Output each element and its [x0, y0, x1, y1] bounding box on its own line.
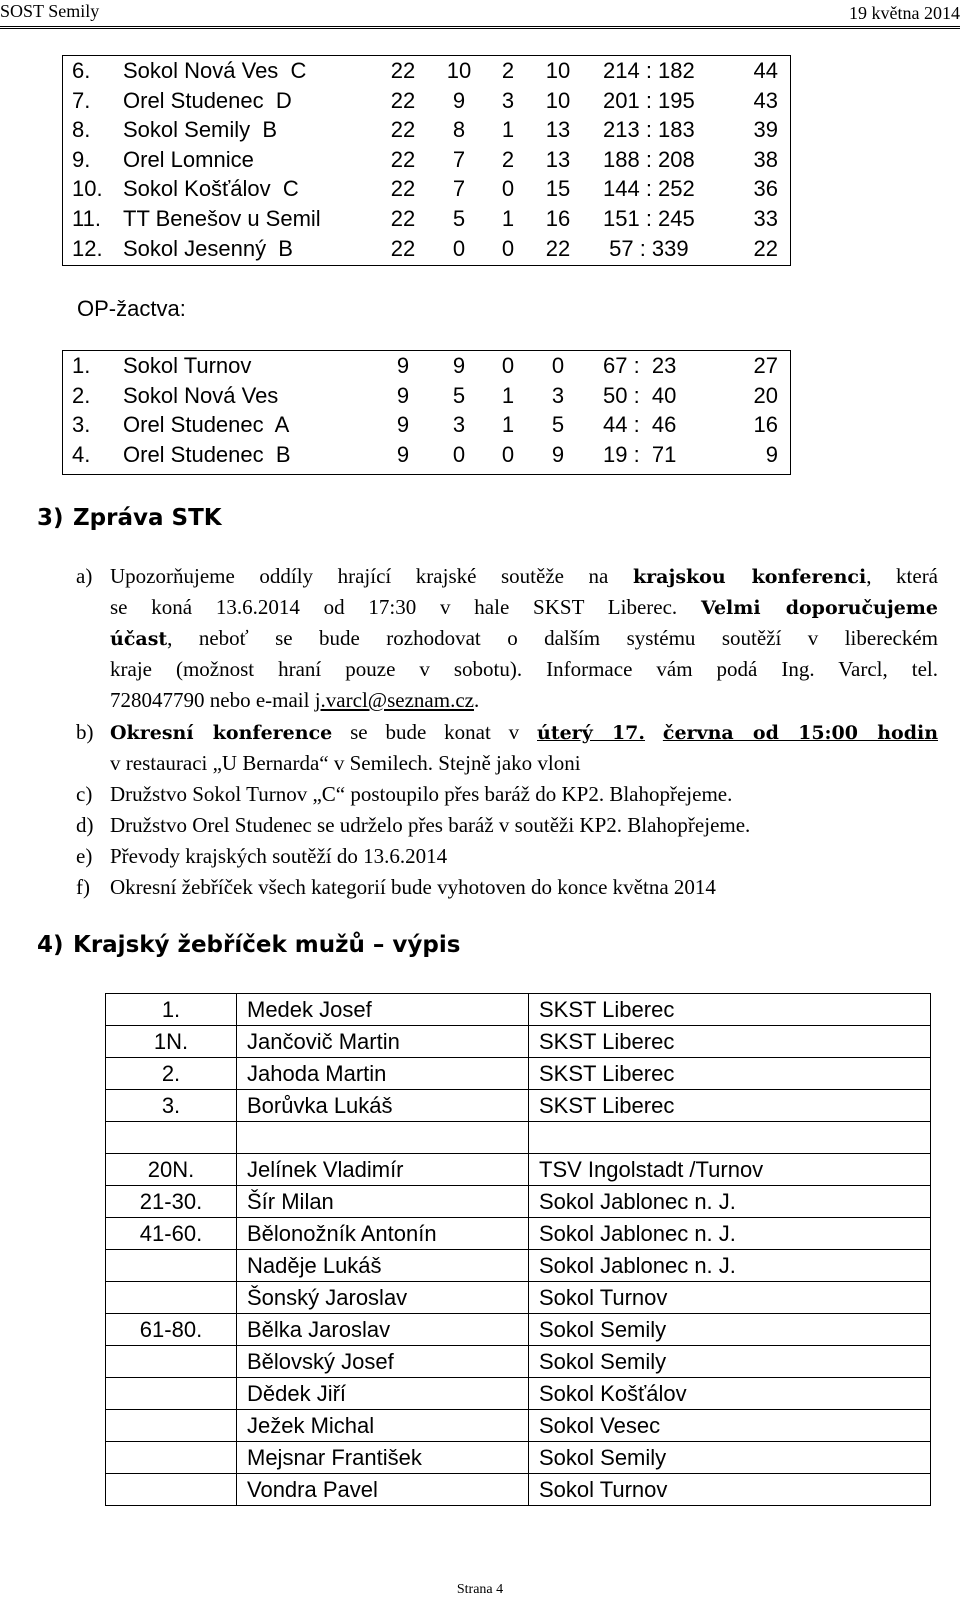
cell-score: 50 : 40: [603, 382, 677, 408]
cell-wins: 7: [452, 176, 466, 202]
cell-losses: 13: [545, 146, 571, 172]
table-row: [106, 1282, 931, 1314]
cell-team: Sokol Semily B: [123, 117, 278, 143]
cell-points: 38: [753, 146, 778, 172]
op-zactva-title: OP-žactva:: [77, 296, 186, 321]
league-table-top: [62, 55, 791, 266]
table-row: [106, 1442, 931, 1474]
cell-wins: 5: [452, 206, 466, 231]
cell-rank: [106, 1282, 237, 1314]
cell-rank: 1.: [72, 353, 91, 378]
cell-club: SKST Liberec: [529, 1026, 931, 1058]
table-row: [63, 440, 790, 470]
cell-player: Bělonožník Antonín: [237, 1218, 529, 1250]
cell-played: 9: [396, 412, 410, 438]
cell-rank: 11.: [72, 206, 101, 231]
cell-team: Sokol Nová Ves: [123, 382, 279, 408]
cell-losses: 10: [545, 58, 571, 83]
cell-losses: 22: [545, 235, 571, 261]
item-e-text: Převody krajských soutěží do 13.6.2014: [110, 844, 448, 868]
cell-played: 22: [390, 117, 416, 143]
cell-score: 19 : 71: [603, 441, 677, 467]
cell-player: Jančovič Martin: [237, 1026, 529, 1058]
cell-rank: [106, 1442, 237, 1474]
cell-points: 36: [753, 176, 778, 202]
table-row: [106, 1378, 931, 1410]
cell-player: Vondra Pavel: [237, 1474, 529, 1506]
cell-rank: 7.: [72, 87, 91, 113]
header-date: 19 května 2014: [849, 3, 960, 23]
table-row: [106, 1122, 931, 1154]
table-row: [63, 174, 790, 204]
cell-score: 151 : 245: [603, 206, 695, 231]
cell-draws: 0: [501, 441, 515, 467]
cell-club: Sokol Vesec: [529, 1410, 931, 1442]
cell-score: 213 : 183: [603, 117, 695, 143]
header-org: SOST Semily: [0, 1, 100, 21]
cell-draws: 2: [501, 146, 515, 172]
table-row: [106, 1314, 931, 1346]
cell-rank: [106, 1122, 237, 1154]
cell-rank: 21-30.: [106, 1186, 237, 1218]
table-row: [63, 115, 790, 145]
item-a-line-2: se koná 13.6.2014 od 17:30 v hale SKST Liberec. Velmi doporučujeme: [110, 595, 938, 619]
table-row: [106, 1026, 931, 1058]
cell-club: Sokol Jablonec n. J.: [529, 1250, 931, 1282]
cell-rank: [106, 1474, 237, 1506]
cell-rank: [106, 1378, 237, 1410]
cell-rank: 2.: [106, 1058, 237, 1090]
cell-rank: 20N.: [106, 1154, 237, 1186]
cell-wins: 10: [446, 58, 472, 83]
table-row: [106, 1090, 931, 1122]
cell-team: Orel Studenec D: [123, 87, 292, 113]
cell-club: Sokol Semily: [529, 1442, 931, 1474]
item-label: d): [76, 813, 94, 837]
cell-losses: 5: [551, 412, 565, 438]
table-row: [106, 1346, 931, 1378]
cell-wins: 5: [452, 382, 466, 408]
cell-player: Medek Josef: [237, 994, 529, 1026]
cell-played: 22: [390, 176, 416, 202]
cell-losses: 0: [551, 353, 565, 378]
table-row: [63, 351, 790, 381]
table-row: [106, 1250, 931, 1282]
cell-rank: 3.: [106, 1090, 237, 1122]
item-a-line-4: kraje (možnost hraní pouze v sobotu). Informace vám podá Ing. Varcl, tel.: [110, 657, 938, 681]
cell-rank: [106, 1346, 237, 1378]
cell-player: Ježek Michal: [237, 1410, 529, 1442]
cell-team: Orel Lomnice: [123, 146, 254, 172]
cell-wins: 7: [452, 146, 466, 172]
cell-played: 9: [396, 441, 410, 467]
bold-cervna: června od 15:00 hodin: [662, 722, 939, 744]
table-row: [106, 1186, 931, 1218]
page-number: Strana 4: [456, 1582, 504, 1597]
item-label: e): [76, 844, 93, 868]
table-row: [63, 56, 790, 86]
cell-played: 22: [390, 58, 416, 83]
cell-played: 22: [390, 146, 416, 172]
cell-club: SKST Liberec: [529, 994, 931, 1026]
item-d-text: Družstvo Orel Studenec se udrželo přes baráž v soutěži KP2. Blahopřejeme.: [110, 813, 751, 837]
item-c-text: Družstvo Sokol Turnov „C“ postoupilo přes baráž do KP2. Blahopřejeme.: [110, 782, 733, 806]
cell-player: Šonský Jaroslav: [237, 1282, 529, 1314]
item-label: a): [76, 564, 93, 588]
league-table-op: [62, 350, 791, 475]
cell-draws: 2: [501, 58, 515, 83]
cell-losses: 9: [551, 441, 565, 467]
cell-rank: 3.: [72, 412, 91, 438]
cell-points: 22: [753, 235, 778, 261]
item-a-line-3: účast, neboť se bude rozhodovat o dalším systému soutěží v libereckém: [110, 626, 938, 650]
cell-wins: 8: [452, 117, 466, 143]
cell-score: 188 : 208: [603, 146, 695, 172]
cell-points: 43: [753, 87, 778, 113]
cell-rank: 41-60.: [106, 1218, 237, 1250]
bold-utery: úterý 17.: [537, 722, 646, 744]
cell-player: Bělovský Josef: [237, 1346, 529, 1378]
item-a-line-5: 728047790 nebo e-mail j.varcl@seznam.cz.: [110, 688, 480, 712]
cell-club: SKST Liberec: [529, 1090, 931, 1122]
cell-club: TSV Ingolstadt /Turnov: [529, 1154, 931, 1186]
cell-draws: 3: [501, 87, 515, 113]
cell-club: Sokol Turnov: [529, 1282, 931, 1314]
cell-score: 214 : 182: [603, 58, 695, 83]
cell-player: Jahoda Martin: [237, 1058, 529, 1090]
cell-team: Sokol Jesenný B: [123, 235, 293, 261]
cell-rank: 9.: [72, 146, 91, 172]
cell-points: 9: [765, 441, 778, 467]
item-f-text: Okresní žebříček všech kategorií bude vyhotoven do konce května 2014: [110, 875, 716, 899]
cell-played: 22: [390, 87, 416, 113]
table-row: [63, 381, 790, 411]
cell-rank: 4.: [72, 441, 91, 467]
cell-points: 44: [753, 58, 778, 83]
cell-losses: 15: [545, 176, 571, 202]
ranking-table: [105, 993, 931, 1506]
cell-points: 16: [753, 412, 778, 438]
page-header: [0, 0, 960, 30]
cell-club: Sokol Turnov: [529, 1474, 931, 1506]
table-row: [63, 86, 790, 116]
cell-player: [237, 1122, 529, 1154]
cell-losses: 10: [545, 87, 571, 113]
bold-okresni-konference: Okresní konference: [110, 722, 333, 744]
item-label: c): [76, 782, 93, 806]
cell-team: Sokol Nová Ves C: [123, 58, 307, 83]
cell-played: 9: [396, 353, 410, 378]
cell-rank: 61-80.: [106, 1314, 237, 1346]
table-row: [106, 994, 931, 1026]
cell-rank: 12.: [72, 235, 103, 261]
header-rule: [0, 26, 960, 27]
cell-rank: 1N.: [106, 1026, 237, 1058]
cell-team: Orel Studenec A: [123, 412, 290, 438]
cell-score: 201 : 195: [603, 87, 695, 113]
cell-points: 33: [753, 206, 778, 231]
cell-rank: 2.: [72, 382, 91, 408]
cell-played: 9: [396, 382, 410, 408]
cell-rank: 6.: [72, 58, 91, 83]
cell-score: 67 : 23: [603, 353, 677, 378]
cell-losses: 13: [545, 117, 571, 143]
cell-team: Orel Studenec B: [123, 441, 291, 467]
cell-team: TT Benešov u Semil: [123, 206, 321, 231]
item-a-line-1: Upozorňujeme oddíly hrající krajské soutěže na krajskou konferenci, která: [110, 564, 939, 588]
cell-club: Sokol Semily: [529, 1346, 931, 1378]
cell-wins: 9: [452, 87, 466, 113]
cell-player: Mejsnar František: [237, 1442, 529, 1474]
cell-played: 22: [390, 235, 416, 261]
cell-losses: 3: [551, 382, 565, 408]
cell-club: Sokol Košťálov: [529, 1378, 931, 1410]
section-4-title: Krajský žebříček mužů – výpis: [73, 932, 461, 958]
cell-score: 57 : 339: [603, 235, 689, 261]
cell-club: SKST Liberec: [529, 1058, 931, 1090]
section-3-number: 3): [37, 505, 64, 531]
cell-draws: 1: [501, 117, 515, 143]
table-row: [106, 1474, 931, 1506]
cell-team: Sokol Košťálov C: [123, 176, 299, 202]
cell-rank: 10.: [72, 176, 103, 202]
cell-draws: 1: [501, 412, 515, 438]
cell-wins: 0: [452, 235, 466, 261]
section-3-title: Zpráva STK: [73, 505, 222, 531]
cell-rank: [106, 1410, 237, 1442]
cell-draws: 0: [501, 235, 515, 261]
item-b-line-2: v restauraci „U Bernarda“ v Semilech. Stejně jako vloni: [110, 751, 581, 775]
cell-player: Šír Milan: [237, 1186, 529, 1218]
cell-wins: 0: [452, 441, 466, 467]
cell-wins: 3: [452, 412, 466, 438]
item-label: f): [76, 875, 90, 899]
table-row: [63, 145, 790, 175]
cell-player: Dědek Jiří: [237, 1378, 529, 1410]
table-row: [106, 1218, 931, 1250]
bold-ucast: účast: [110, 628, 168, 650]
cell-rank: 8.: [72, 117, 91, 143]
header-rule-double: [0, 28, 960, 29]
cell-club: Sokol Semily: [529, 1314, 931, 1346]
cell-played: 22: [390, 206, 416, 231]
bold-doporucujeme: Velmi doporučujeme: [700, 597, 938, 619]
cell-player: Jelínek Vladimír: [237, 1154, 529, 1186]
cell-club: Sokol Jablonec n. J.: [529, 1186, 931, 1218]
cell-wins: 9: [452, 353, 466, 378]
item-b-line-1: Okresní konference se bude konat v úterý 17. června od 15:00 hodin: [110, 720, 939, 744]
cell-team: Sokol Turnov: [123, 353, 252, 378]
cell-points: 20: [753, 382, 778, 408]
cell-rank: 1.: [106, 994, 237, 1026]
table-row: [106, 1154, 931, 1186]
cell-player: Borůvka Lukáš: [237, 1090, 529, 1122]
item-label: b): [76, 720, 94, 744]
section-4-number: 4): [37, 932, 64, 958]
table-row: [63, 204, 790, 234]
cell-draws: 1: [501, 382, 515, 408]
cell-rank: [106, 1250, 237, 1282]
cell-draws: 1: [501, 206, 515, 231]
bold-krajska-konference: krajskou konferenci: [632, 566, 867, 588]
cell-draws: 0: [501, 353, 515, 378]
table-row: [106, 1410, 931, 1442]
cell-player: Bělka Jaroslav: [237, 1314, 529, 1346]
cell-draws: 0: [501, 176, 515, 202]
table-row: [106, 1058, 931, 1090]
cell-points: 27: [753, 353, 778, 378]
table-row: [63, 410, 790, 440]
cell-points: 39: [753, 117, 778, 143]
cell-score: 144 : 252: [603, 176, 695, 202]
cell-club: [529, 1122, 931, 1154]
email-link[interactable]: j.varcl@seznam.cz: [314, 688, 474, 712]
cell-club: Sokol Jablonec n. J.: [529, 1218, 931, 1250]
cell-losses: 16: [545, 206, 571, 231]
cell-score: 44 : 46: [603, 412, 677, 438]
cell-player: Naděje Lukáš: [237, 1250, 529, 1282]
table-row: [63, 234, 790, 264]
